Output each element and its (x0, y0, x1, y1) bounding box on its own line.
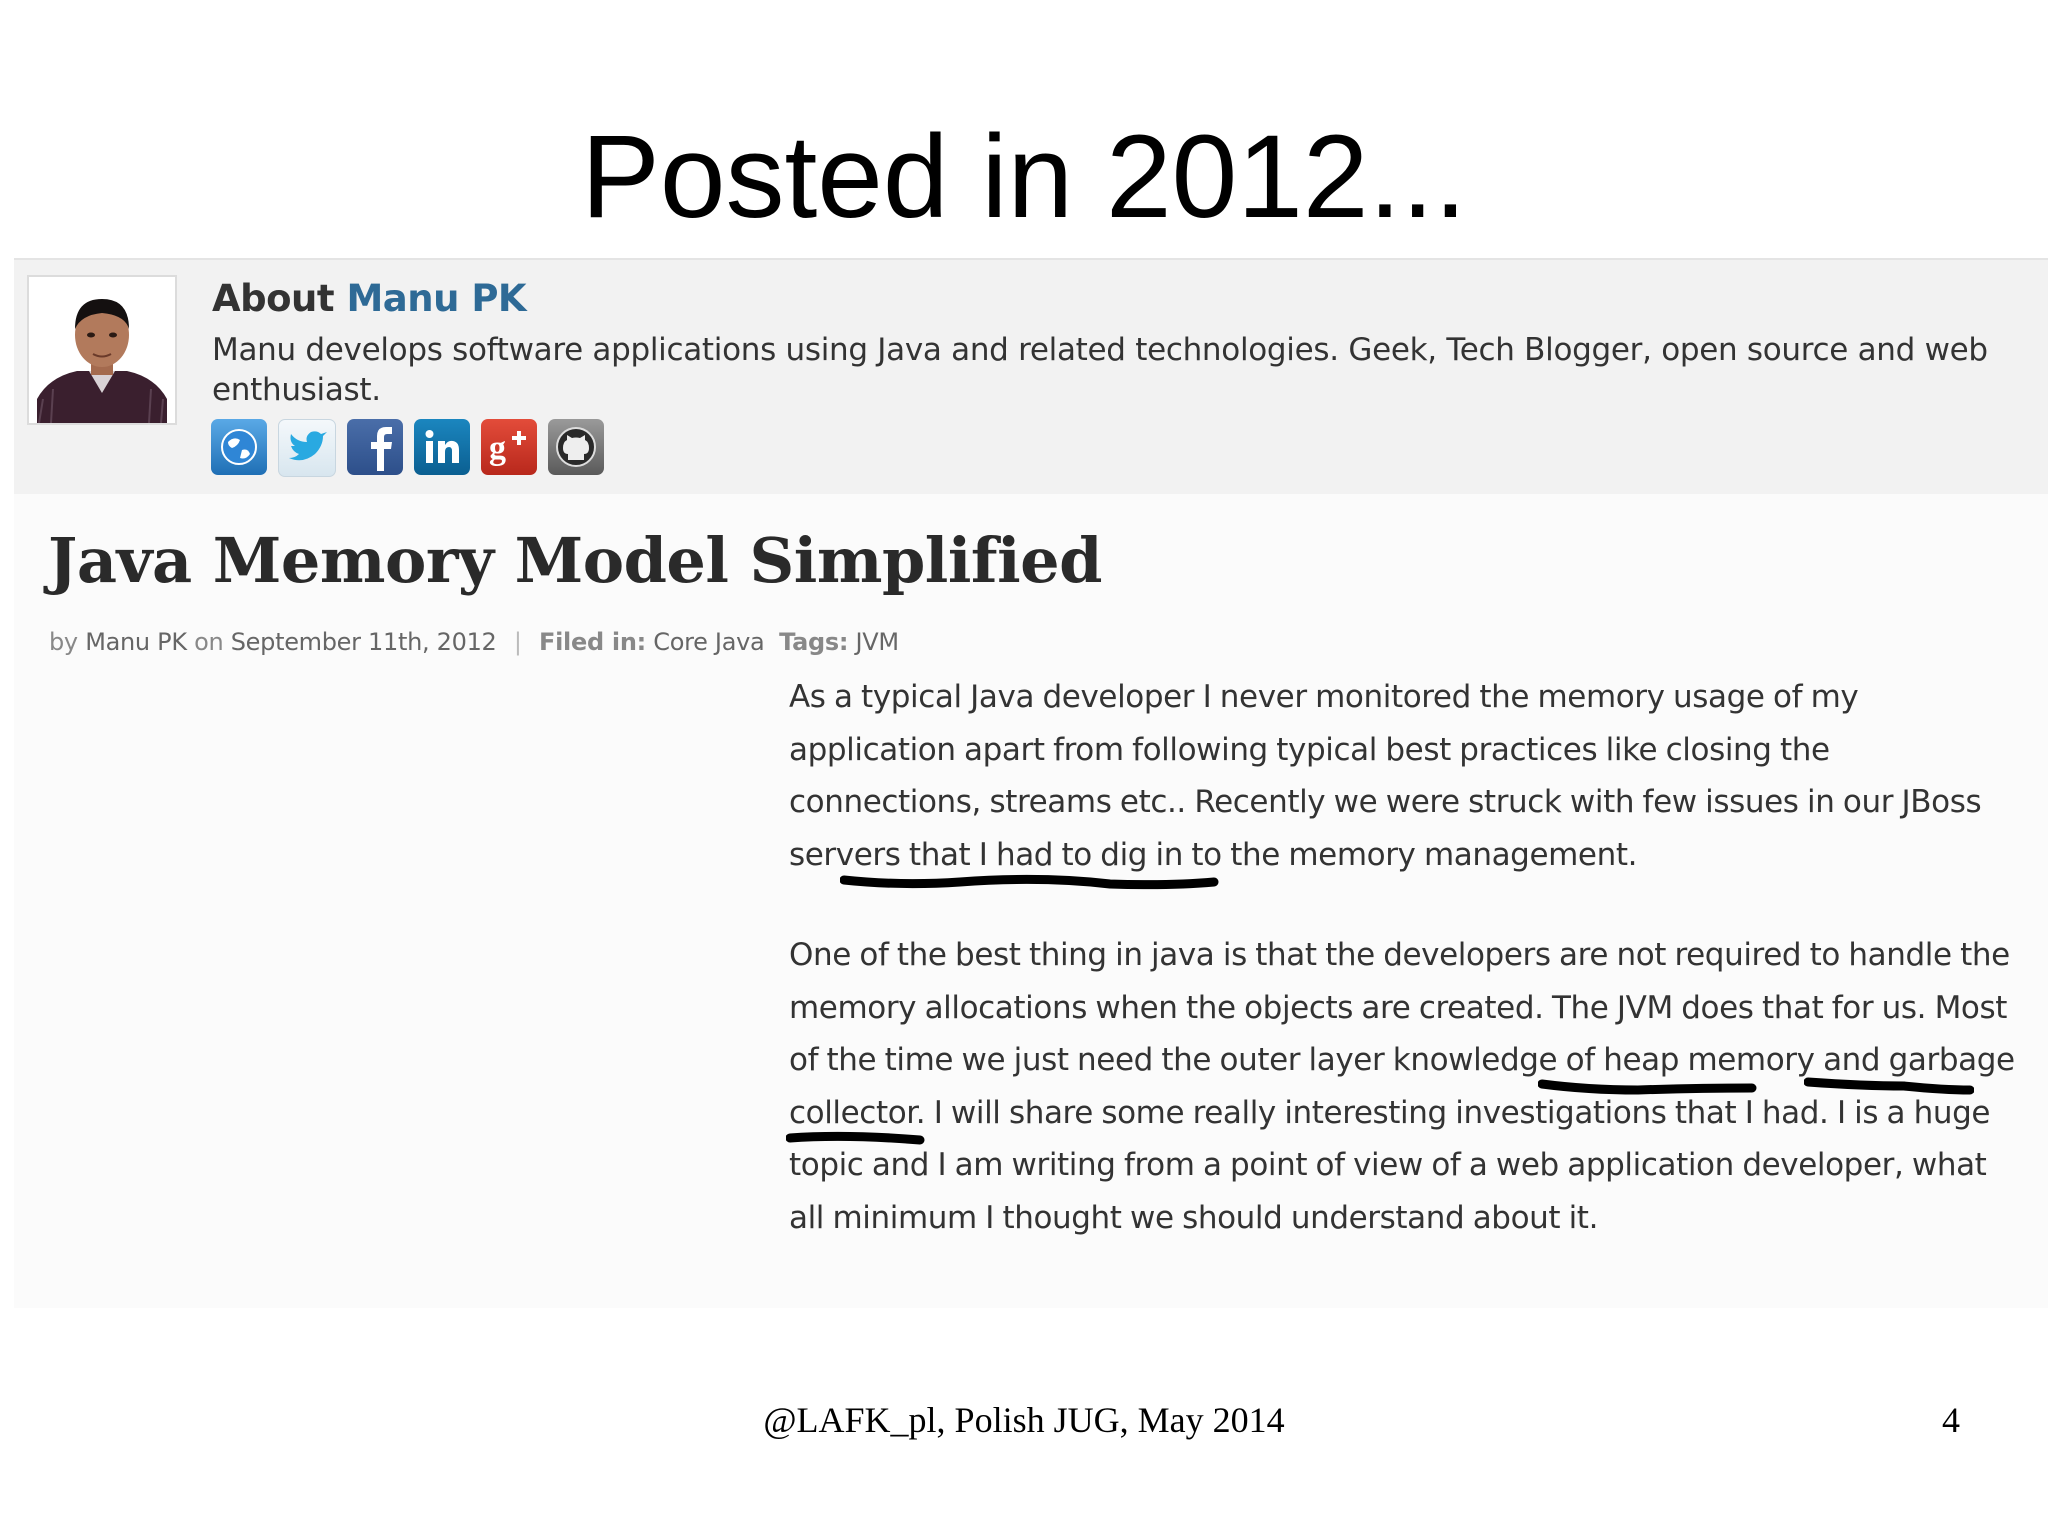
github-icon[interactable] (548, 419, 604, 475)
author-bio: Manu develops software applications using Java and related technologies. Geek, Tech Blogger, open source and web enthusiast. (212, 332, 1988, 408)
author-name-link[interactable]: Manu PK (346, 277, 527, 320)
author-box (14, 258, 2048, 494)
highlight-garbage-collector: garbage collector. (789, 1042, 2015, 1131)
article-byline (49, 628, 899, 656)
globe-icon[interactable] (211, 419, 267, 475)
svg-text:g: g (489, 430, 506, 467)
linkedin-icon[interactable] (414, 419, 470, 475)
article-paragraph-1 (789, 671, 2029, 881)
slide-footer: @LAFK_pl, Polish JUG, May 2014 (763, 1400, 1285, 1440)
byline-separator: | (513, 628, 522, 656)
article-title[interactable]: Java Memory Model Simplified (48, 524, 1102, 597)
slide-page-number: 4 (1942, 1400, 1960, 1440)
category-link[interactable]: Core Java (653, 628, 765, 656)
highlight-memory-management: memory management. (1288, 836, 1638, 873)
google-plus-icon[interactable] (481, 419, 537, 475)
byline-on: on (194, 628, 224, 656)
hand-underline-3 (1804, 1074, 1974, 1098)
paragraph-1-text: As a typical Java developer I never monitored the memory usage of my application apart from following typical best practices like closing the connections, streams etc.. Recently we were struck with few issues in our JBoss servers that I had to dig in to the (789, 679, 1982, 873)
social-icons (211, 419, 604, 477)
blog-screenshot (14, 258, 2048, 1308)
highlight-heap-memory: heap memory (1603, 1042, 1815, 1078)
tags-label: Tags: (779, 628, 849, 656)
paragraph-2-and: and (1823, 1042, 1881, 1078)
facebook-icon[interactable] (347, 419, 403, 475)
hand-underline-4 (786, 1126, 926, 1150)
byline-by: by (49, 628, 78, 656)
twitter-icon[interactable] (278, 419, 336, 477)
about-heading (212, 277, 526, 320)
hand-underline-1 (840, 868, 1220, 892)
byline-date: September 11th, 2012 (230, 628, 497, 656)
tag-link[interactable]: JVM (855, 628, 899, 656)
hand-underline-2 (1538, 1076, 1758, 1100)
filed-in-label: Filed in: (539, 628, 646, 656)
paragraph-2-text: One of the best thing in java is that the developers are not required to handle the memory allocations when the objects are created. The JVM does that for us. Most of the time we just need the outer layer knowledge of (789, 937, 2010, 1078)
slide-title: Posted in 2012... (581, 111, 1467, 243)
byline-author-link[interactable]: Manu PK (85, 628, 187, 656)
paragraph-2-text-end: I will share some really interesting investigations that I had. I is a huge topic and I am writing from a point of view of a web application developer, what all minimum I thought we should understand about it. (789, 1094, 1991, 1236)
about-label: About (212, 277, 335, 320)
author-avatar (27, 275, 177, 425)
